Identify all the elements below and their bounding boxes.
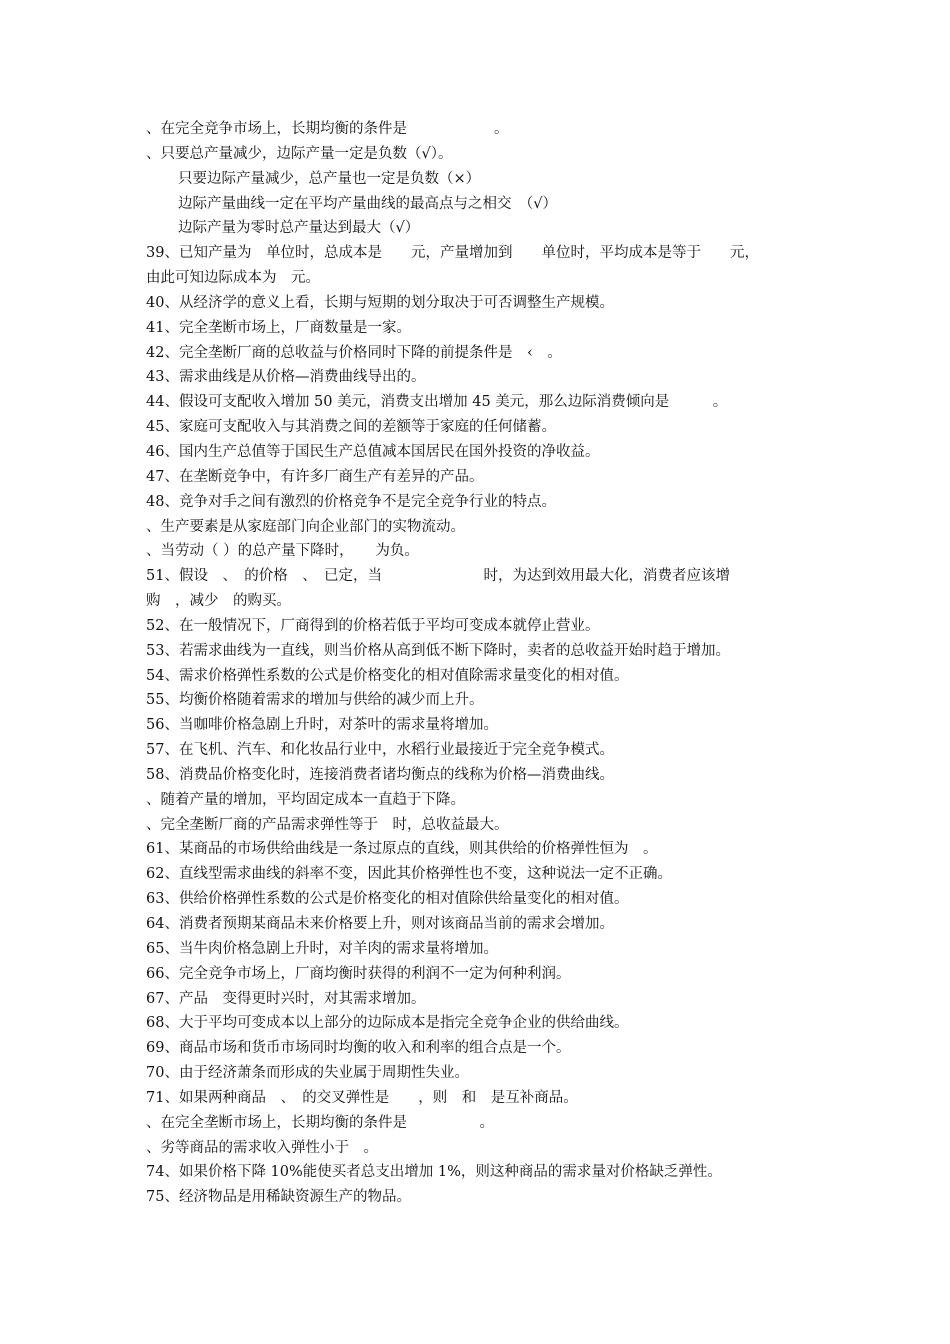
text-line: 、在完全垄断市场上，长期均衡的条件是 。 <box>146 1114 494 1131</box>
text-line: 66、完全竞争市场上，厂商均衡时获得的利润不一定为何种利润。 <box>146 965 571 982</box>
text-line: 44、假设可支配收入增加 50 美元，消费支出增加 45 美元，那么边际消费倾向是 。 <box>146 394 728 411</box>
text-line: 43、需求曲线是从价格—消费曲线导出的。 <box>146 369 426 386</box>
text-line: 由此可知边际成本为 元。 <box>146 270 320 287</box>
text-line: 65、当牛肉价格急剧上升时，对羊肉的需求量将增加。 <box>146 940 498 957</box>
text-line: 51、假设 、 的价格 、 已定，当 时，为达到效用最大化，消费者应该增 <box>146 568 730 585</box>
text-line: 边际产量曲线一定在平均产量曲线的最高点与之相交 （√） <box>178 195 557 212</box>
text-line: 42、完全垄断厂商的总收益与价格同时下降的前提条件是 ‹ 。 <box>146 344 562 361</box>
text-line: 41、完全垄断市场上，厂商数量是一家。 <box>146 319 411 336</box>
text-line: 45、家庭可支配收入与其消费之间的差额等于家庭的任何储蓄。 <box>146 419 556 436</box>
text-line: 71、如果两种商品 、 的交叉弹性是 ，则 和 是互补商品。 <box>146 1089 578 1106</box>
text-line: 39、已知产量为 单位时，总成本是 元，产量增加到 单位时，平均成本是等于 元， <box>146 245 759 262</box>
text-line: 56、当咖啡价格急剧上升时，对茶叶的需求量将增加。 <box>146 717 498 734</box>
text-line: 58、消费品价格变化时，连接消费者诸均衡点的线称为价格—消费曲线。 <box>146 766 614 783</box>
text-line: 62、直线型需求曲线的斜率不变，因此其价格弹性也不变，这种说法一定不正确。 <box>146 866 672 883</box>
text-line: 、只要总产量减少，边际产量一定是负数（√）。 <box>146 145 453 162</box>
text-line: 75、经济物品是用稀缺资源生产的物品。 <box>146 1189 411 1206</box>
question-list <box>146 117 826 1210</box>
text-line: 63、供给价格弹性系数的公式是价格变化的相对值除供给量变化的相对值。 <box>146 891 629 908</box>
text-line: 55、均衡价格随着需求的增加与供给的减少而上升。 <box>146 692 484 709</box>
text-line: 67、产品 变得更时兴时，对其需求增加。 <box>146 990 426 1007</box>
text-line: 40、从经济学的意义上看，长期与短期的划分取决于可否调整生产规模。 <box>146 294 614 311</box>
text-line: 、当劳动（ ）的总产量下降时， 为负。 <box>146 543 419 560</box>
text-line: 54、需求价格弹性系数的公式是价格变化的相对值除需求量变化的相对值。 <box>146 667 629 684</box>
text-line: 46、国内生产总值等于国民生产总值减本国居民在国外投资的净收益。 <box>146 443 600 460</box>
text-line: 、劣等商品的需求收入弹性小于 。 <box>146 1139 378 1156</box>
text-line: 、在完全竞争市场上，长期均衡的条件是 。 <box>146 121 509 137</box>
text-line: 74、如果价格下降 10%能使买者总支出增加 1%，则这种商品的需求量对价格缺乏弹性。 <box>146 1164 722 1181</box>
text-line: 、随着产量的增加，平均固定成本一直趋于下降。 <box>146 791 465 808</box>
text-line: 48、竞争对手之间有激烈的价格竞争不是完全竞争行业的特点。 <box>146 493 556 510</box>
text-line: 70、由于经济萧条而形成的失业属于周期性失业。 <box>146 1065 469 1082</box>
text-line: 68、大于平均可变成本以上部分的边际成本是指完全竞争企业的供给曲线。 <box>146 1015 629 1032</box>
text-line: 64、消费者预期某商品未来价格要上升，则对该商品当前的需求会增加。 <box>146 916 614 932</box>
text-line: 52、在一般情况下，厂商得到的价格若低于平均可变成本就停止营业。 <box>146 617 600 634</box>
text-line: 、生产要素是从家庭部门向企业部门的实物流动。 <box>146 518 465 535</box>
text-line: 边际产量为零时总产量达到最大（√） <box>178 220 420 237</box>
text-line: 购 ，减少 的购买。 <box>146 593 291 610</box>
text-line: 61、某商品的市场供给曲线是一条过原点的直线，则其供给的价格弹性恒为 。 <box>146 841 658 858</box>
text-line: 69、商品市场和货币市场同时均衡的收入和利率的组合点是一个。 <box>146 1040 571 1057</box>
text-line: 57、在飞机、汽车、和化妆品行业中，水稻行业最接近于完全竞争模式。 <box>146 742 614 759</box>
text-line: 只要边际产量减少，总产量也一定是负数（×） <box>178 170 481 187</box>
text-line: 53、若需求曲线为一直线，则当价格从高到低不断下降时，卖者的总收益开始时趋于增加。 <box>146 642 730 659</box>
text-line: 、完全垄断厂商的产品需求弹性等于 时，总收益最大。 <box>146 816 509 833</box>
text-line: 47、在垄断竞争中，有许多厂商生产有差异的产品。 <box>146 468 484 485</box>
